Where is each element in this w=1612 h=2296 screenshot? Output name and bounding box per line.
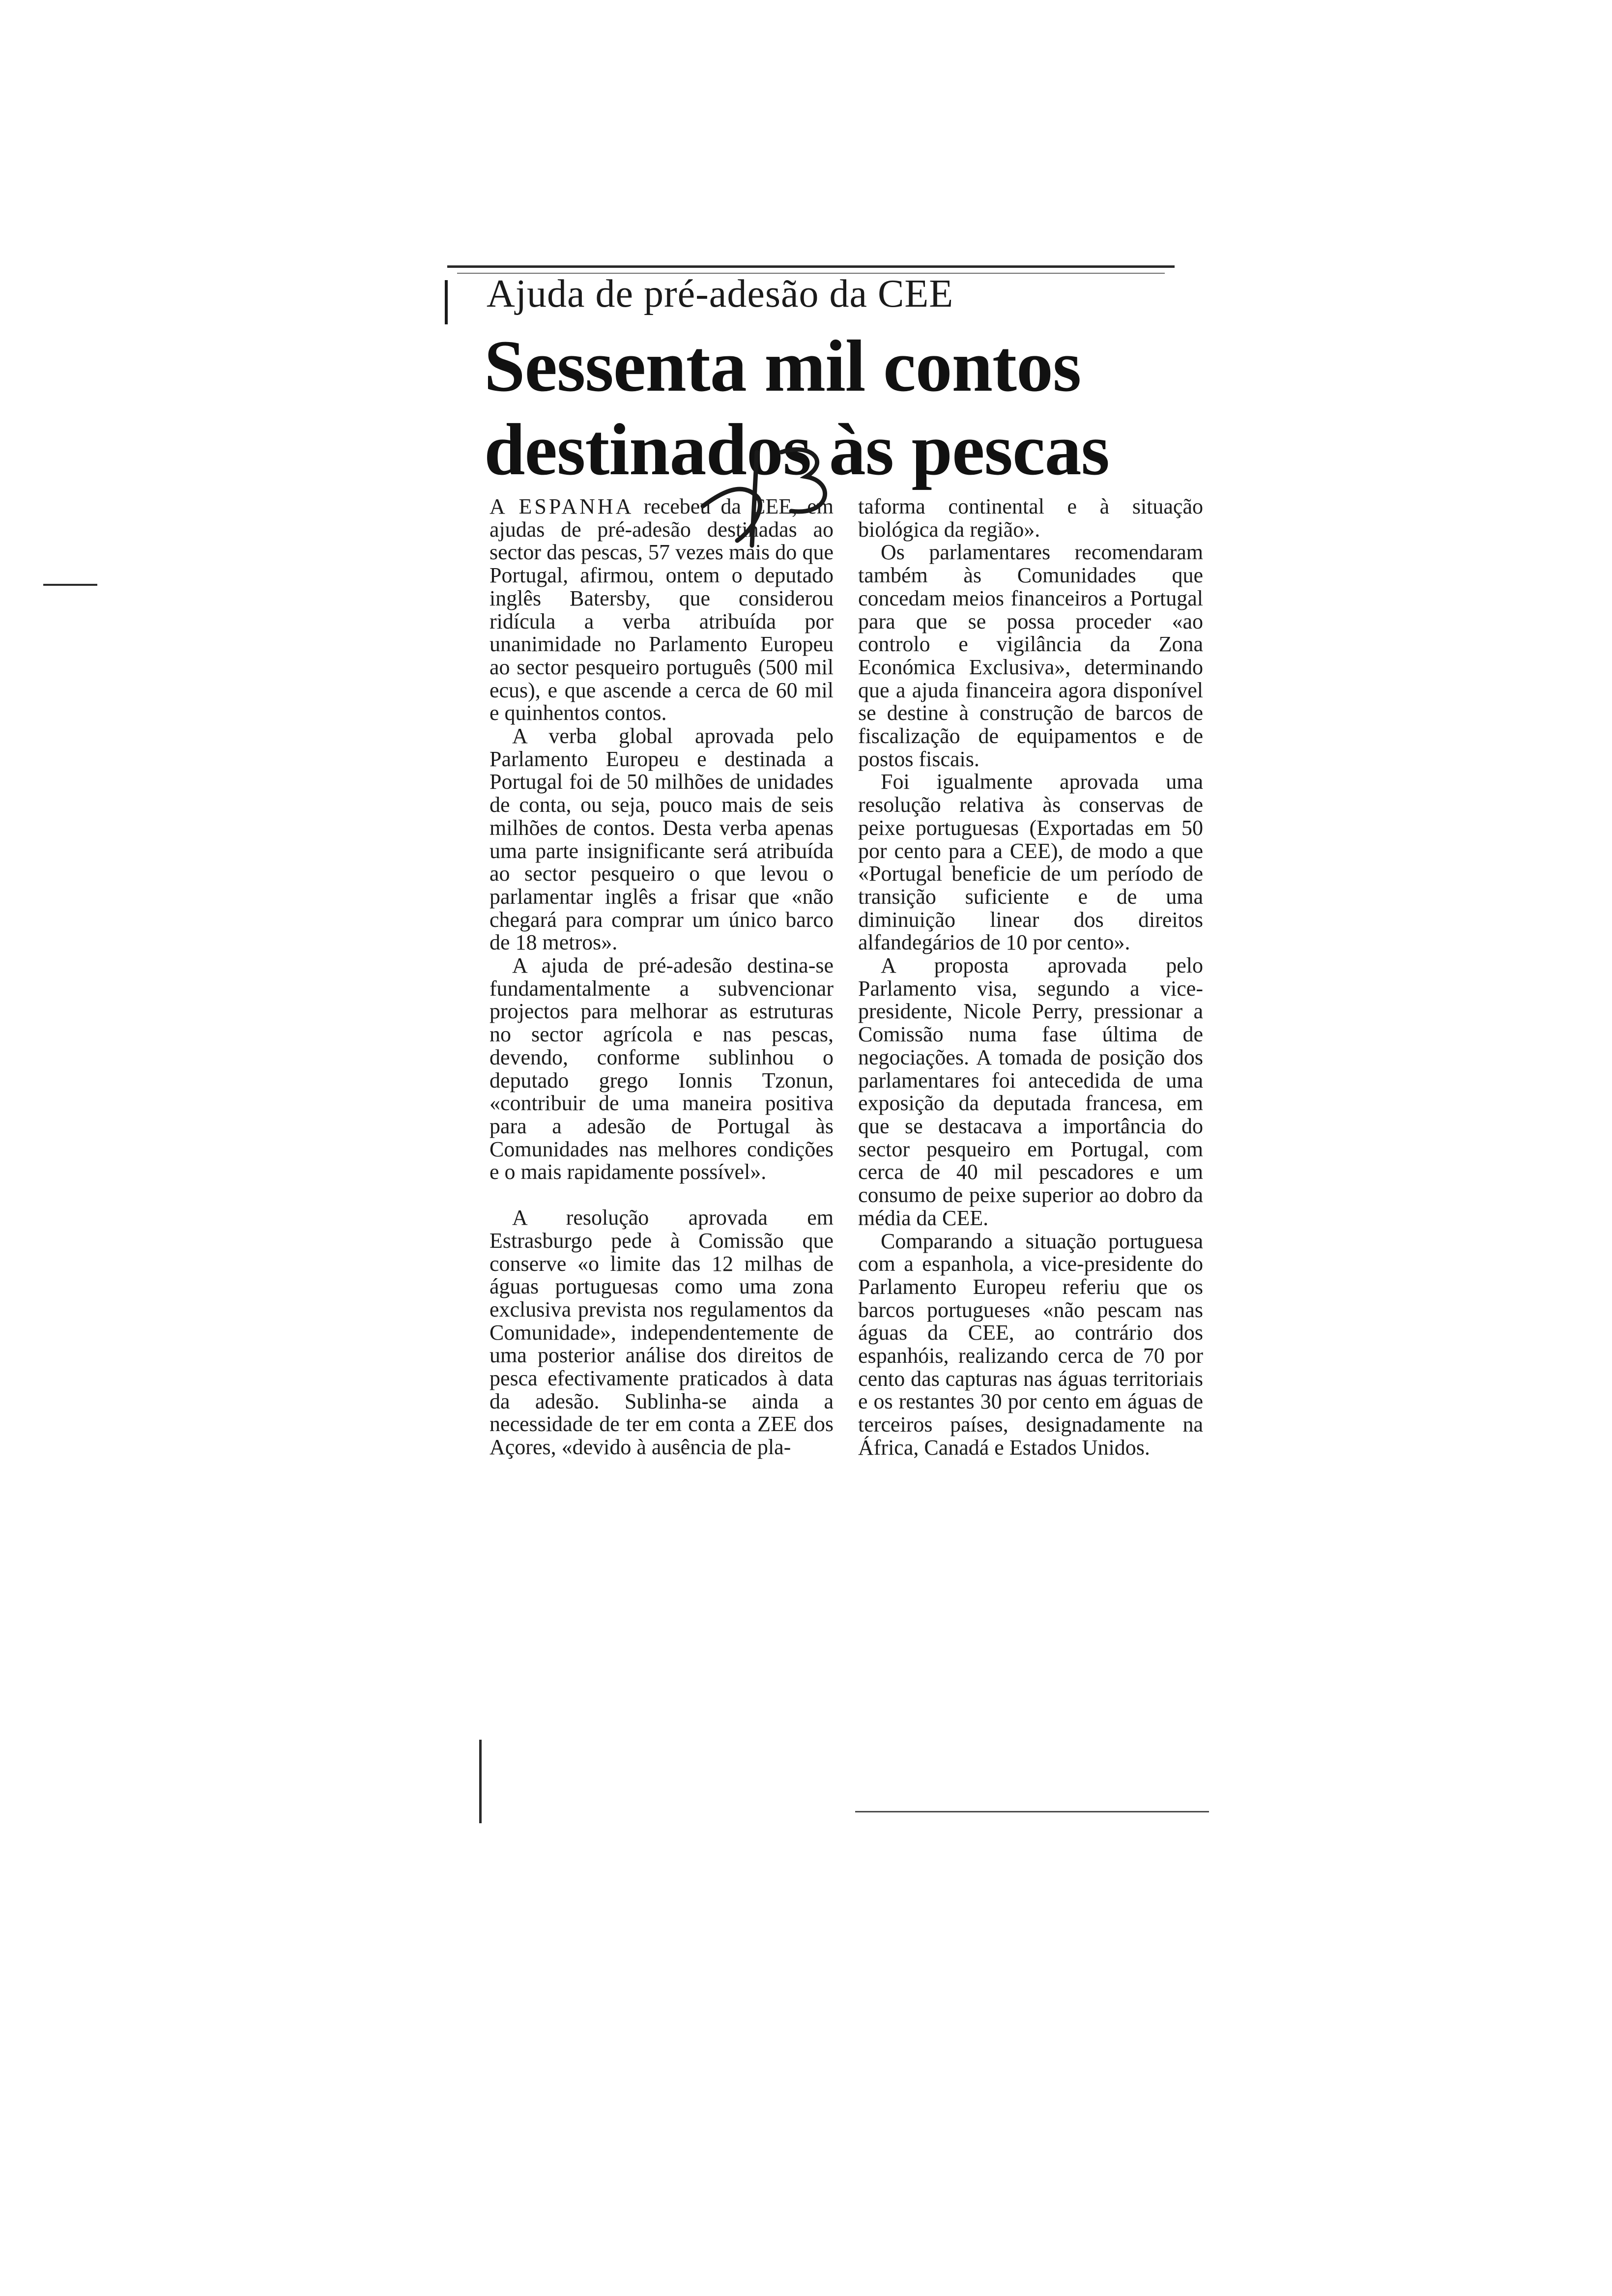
column-left-paragraph-2: A verba global aprovada pelo Parlamento Europeu e destinada a Portugal foi de 50 milhões de unidades de conta, ou seja, pouco mais de seis milhões de contos. Desta verba apenas uma parte insignificante será atribuída ao sector pesqueiro o que levou o parlamentar inglês a frisar que «não chegará para comprar um único barco de 18 metros». (489, 724, 834, 955)
lead-word: A ESPANHA (489, 494, 634, 518)
column-right-paragraph-5: Comparando a situação portuguesa com a espanhola, a vice-presidente do Parlamento Europeu referiu que os barcos portugueses «não pescam nas águas da CEE, ao contrário dos espanhóis, realizando cerca de 70 por cento das capturas nas águas territoriais e os restantes 30 por cento em águas de terceiros países, designadamente na África, Canadá e Estados Unidos. (858, 1229, 1203, 1460)
article-column-left (489, 495, 834, 1459)
column-left-paragraph-4: A resolução aprovada em Estrasburgo pede à Comissão que conserve «o limite das 12 milhas de águas portuguesas como uma zona exclusiva prevista nos regulamentos da Comunidade», independentemente de uma posterior análise dos direitos de pesca efectivamente praticados à data da adesão. Sublinha-se ainda a necessidade de ter em conta a ZEE dos Açores, «devido à ausência de pla- (489, 1205, 834, 1460)
column-right-paragraph-2: Os parlamentares recomendaram também às Comunidades que concedam meios financeiros a Portugal para que se possa proceder «ao controlo e vigilância da Zona Económica Exclusiva», determinando que a ajuda financeira agora disponível se destine à construção de barcos de fiscalização de equipamentos e de postos fiscais. (858, 540, 1203, 771)
column-left-paragraph-3: A ajuda de pré-adesão destina-se fundamentalmente a subvencionar projectos para melhorar as estruturas no sector agrícola e nas pescas, devendo, conforme sublinhou o deputado grego Ionnis Tzonun, «contribuir de uma maneira positiva para a adesão de Portugal às Comunidades nas melhores condições e o mais rapidamente possível». (489, 953, 834, 1184)
column-right-paragraph-3: Foi igualmente aprovada uma resolução relativa às conservas de peixe portuguesas (Exportadas em 50 por cento para a CEE), de modo a que «Portugal beneficie de um período de transição suficiente e de uma diminuição linear dos direitos alfandegários de 10 por cento». (858, 770, 1203, 955)
article-kicker: Ajuda de pré-adesão da CEE (487, 272, 954, 316)
bottom-rule (855, 1811, 1209, 1812)
paragraph-text: recebeu da CEE, em ajudas de pré-adesão destinadas ao sector das pescas, 57 vezes mais do que Portugal, afirmou, ontem o deputado inglês Batersby, que considerou ridícula a verba atribuída por unanimidade no Parlamento Europeu ao sector pesqueiro português (500 mil ecus), e que ascende a cerca de 60 mil e quinhentos contos. (489, 494, 834, 725)
top-rule (447, 265, 1175, 268)
scan-dash-mark (43, 584, 97, 586)
left-margin-mark-lower (479, 1740, 482, 1823)
headline-line-1: Sessenta mil contos (484, 325, 1081, 407)
article-column-right (858, 495, 1203, 1460)
column-left-paragraph-1 (489, 495, 834, 725)
column-right-paragraph-4: A proposta aprovada pelo Parlamento visa, segundo a vice-presidente, Nicole Perry, pressionar a Comissão numa fase última de negociações. A tomada de posição dos parlamentares foi antecedida de uma exposição da deputada francesa, em que se destacava a importância do sector pesqueiro em Portugal, com cerca de 40 mil pescadores e um consumo de peixe superior ao dobro da média da CEE. (858, 953, 1203, 1230)
column-right-paragraph-1: taforma continental e à situação biológica da região». (858, 494, 1203, 542)
headline-line-2: destinados às pescas (484, 409, 1109, 490)
left-margin-mark (445, 280, 448, 324)
